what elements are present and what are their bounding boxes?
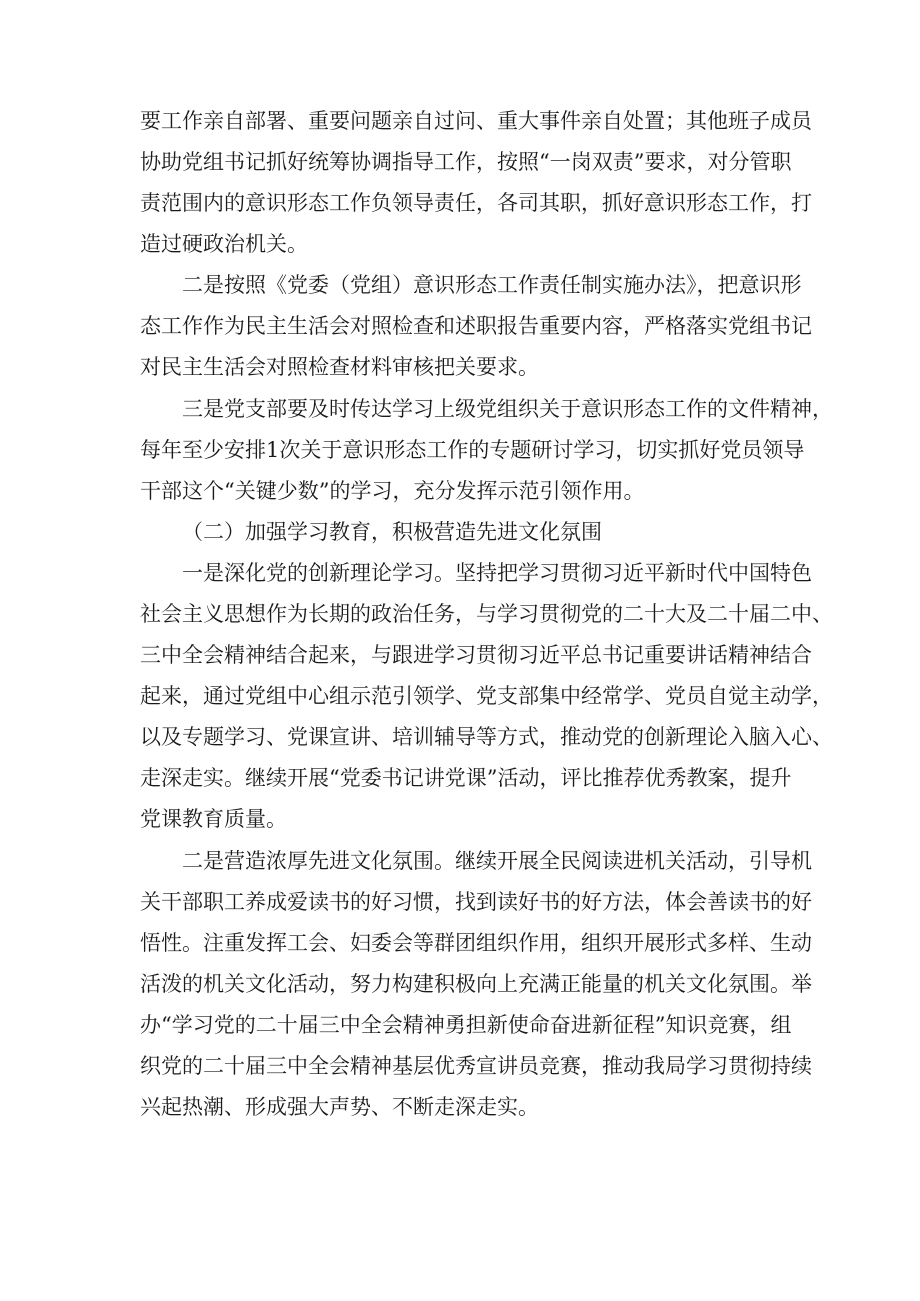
paragraph-first-line: 一是深化党的创新理论学习。坚持把学习贯彻习近平新时代中国特色 (182, 561, 812, 585)
text-line: 要工作亲自部署、重要问题亲自过问、重大事件亲自处置；其他班子成员 (140, 109, 812, 133)
text-line: 协助党组书记抓好统筹协调指导工作，按照“一岗双责”要求，对分管职 (140, 150, 792, 174)
paragraph-first-line: 二是按照《党委（党组）意识形态工作责任制实施办法》，把意识形 (182, 273, 802, 297)
section-heading: （二）加强学习教育，积极营造先进文化氛围 (182, 520, 602, 544)
text-line: 兴起热潮、形成强大声势、不断走深走实。 (140, 1095, 539, 1119)
text-line: 以及专题学习、党课宣讲、培训辅导等方式，推动党的创新理论入脑入心、 (140, 725, 833, 749)
text-line: 起来，通过党组中心组示范引领学、党支部集中经常学、党员自觉主动学， (140, 684, 833, 708)
text-line: 活泼的机关文化活动，努力构建积极向上充满正能量的机关文化氛围。举 (140, 972, 812, 996)
text-line: 悟性。注重发挥工会、妇委会等群团组织作用，组织开展形式多样、生动 (140, 931, 812, 955)
text-line: 走深走实。继续开展“党委书记讲党课”活动，评比推荐优秀教案，提升 (140, 766, 792, 790)
paragraph-first-line: 三是党支部要及时传达学习上级党组织关于意识形态工作的文件精神， (182, 397, 833, 421)
text-line: 党课教育质量。 (140, 807, 287, 831)
text-line: 干部这个“关键少数”的学习，充分发挥示范引领作用。 (140, 479, 645, 503)
text-line: 关干部职工养成爱读书的好习惯，找到读好书的好方法，体会善读书的好 (140, 890, 812, 914)
text-line: 办“学习党的二十届三中全会精神勇担新使命奋进新征程”知识竞赛，组 (140, 1013, 792, 1037)
text-line: 造过硬政治机关。 (140, 232, 308, 256)
text-line: 三中全会精神结合起来，与跟进学习贯彻习近平总书记重要讲话精神结合 (140, 643, 812, 667)
text-line: 对民主生活会对照检查材料审核把关要求。 (140, 355, 539, 379)
text-line: 织党的二十届三中全会精神基层优秀宣讲员竞赛，推动我局学习贯彻持续 (140, 1054, 812, 1078)
paragraph-first-line: 二是营造浓厚先进文化氛围。继续开展全民阅读进机关活动，引导机 (182, 849, 812, 873)
text-line: 态工作作为民主生活会对照检查和述职报告重要内容，严格落实党组书记 (140, 314, 812, 338)
text-line: 责范围内的意识形态工作负领导责任，各司其职，抓好意识形态工作，打 (140, 191, 812, 215)
text-line: 社会主义思想作为长期的政治任务，与学习贯彻党的二十大及二十届二中、 (140, 602, 833, 626)
text-line: 每年至少安排1次关于意识形态工作的专题研讨学习，切实抓好党员领导 (140, 438, 805, 462)
